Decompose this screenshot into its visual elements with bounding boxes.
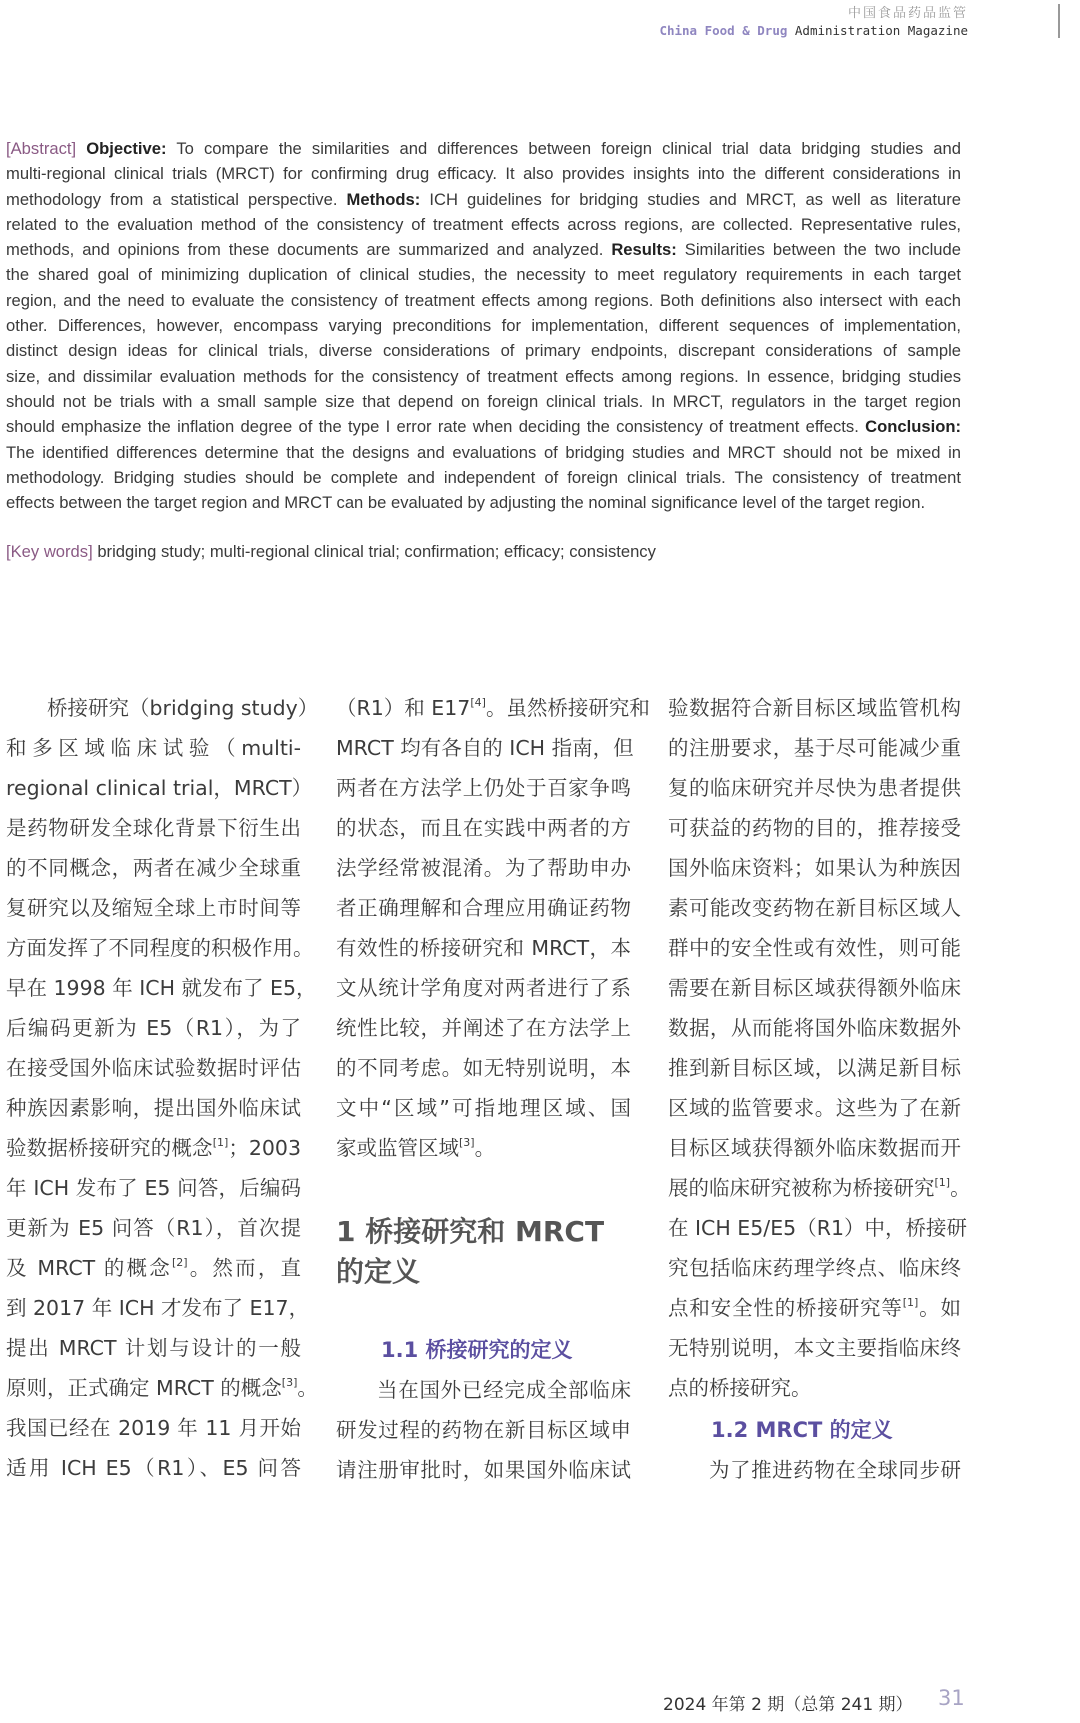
keywords-label: [Key words] (6, 542, 93, 561)
section-1-1-heading: 1.1 桥接研究的定义 (381, 1338, 573, 1362)
text-span: 提出 MRCT 计划与设计的一般 (6, 1336, 301, 1360)
text-line (668, 728, 961, 768)
text-line (6, 928, 314, 968)
section-label: Conclusion: (865, 417, 961, 437)
text-span: the shared goal of minimizing duplication of clinical studies, the necessity to meet regulatory requirements in each target (6, 265, 961, 285)
text-span: 展的临床研究被称为桥接研究 (668, 1176, 935, 1200)
body-column-2 (336, 688, 650, 1168)
text-line (668, 1450, 961, 1490)
magazine-title-en (659, 23, 968, 38)
page-number: 31 (938, 1686, 965, 1710)
text-span: 点的桥接研究。 (668, 1376, 812, 1400)
text-line (6, 161, 961, 186)
text-span: 我国已经在 2019 年 11 月开始 (6, 1416, 301, 1440)
text-span: 更新为 E5 问答（R1），首次提 (6, 1216, 301, 1240)
citation-ref: [3] (459, 1136, 475, 1149)
text-line (6, 262, 961, 287)
text-span: 需要在新目标区域获得额外临床 (668, 976, 961, 1000)
text-line (668, 1288, 961, 1328)
citation-ref: [4] (470, 696, 486, 709)
text-span: 年 ICH 发布了 E5 问答，后编码 (6, 1176, 301, 1200)
header-divider (1058, 4, 1060, 38)
text-line (6, 364, 961, 389)
text-span (76, 139, 86, 158)
text-span: 请注册审批时，如果国外临床试 (336, 1458, 631, 1482)
text-line (668, 1248, 961, 1288)
text-line (668, 1208, 967, 1248)
text-span: 统性比较，并阐述了在方法学上 (336, 1016, 631, 1040)
text-line (336, 848, 631, 888)
text-line (668, 1168, 971, 1208)
text-span: 复的临床研究并尽快为患者提供 (668, 776, 961, 800)
text-span: methodology. Bridging studies should be complete and independent of foreign clinical trials. The consistency of treatment (6, 467, 961, 487)
text-line (668, 848, 961, 888)
text-span: 。如 (918, 1296, 962, 1320)
text-span: 适用 ICH E5（R1）、E5 问答 (6, 1456, 301, 1480)
text-line (668, 928, 961, 968)
text-line (336, 1088, 631, 1128)
text-line (336, 768, 631, 808)
text-span: 文中“区域”可指地理区域、国 (336, 1096, 631, 1120)
issue-info: 2024 年第 2 期（总第 241 期） (663, 1695, 913, 1715)
text-span: 早在 1998 年 ICH 就发布了 E5， (6, 976, 317, 1000)
text-span: multi-regional clinical trials (MRCT) for confirming drug efficacy. It also provides insights into the different considerations in (6, 164, 961, 184)
text-line (336, 888, 631, 928)
text-span: 两者在方法学上仍处于百家争鸣 (336, 776, 631, 800)
text-line (336, 1128, 631, 1168)
text-line (6, 1088, 301, 1128)
text-line (336, 1008, 631, 1048)
section-label: Methods: (346, 189, 421, 209)
text-span: 原则，正式确定 MRCT 的概念 (6, 1376, 282, 1400)
text-line (6, 768, 313, 808)
text-line (6, 688, 319, 728)
text-span: 。然而，直 (187, 1256, 302, 1280)
text-line (336, 928, 631, 968)
text-line (668, 1128, 961, 1168)
text-span: 在 ICH E5/E5（R1）中，桥接研 (668, 1216, 967, 1240)
text-span: 到 2017 年 ICH 才发布了 E17， (6, 1296, 310, 1320)
text-span: 家或监管区域 (336, 1136, 459, 1160)
body-column-2-continued (336, 1370, 631, 1490)
text-span: 的不同考虑。如无特别说明，本 (336, 1056, 631, 1080)
text-line (6, 728, 301, 768)
text-line (6, 414, 961, 439)
citation-ref: [1] (934, 1176, 951, 1189)
magazine-title-accent: China Food & Drug (659, 23, 788, 38)
text-span: 法学经常被混淆。为了帮助申办 (336, 856, 631, 880)
text-span: ；2003 (228, 1136, 301, 1160)
text-span: 。 (950, 1176, 971, 1200)
text-span: 的注册要求，基于尽可能减少重 (668, 736, 961, 760)
text-line (668, 888, 961, 928)
text-line (6, 313, 961, 338)
text-line (336, 808, 631, 848)
magazine-title-rest: Administration Magazine (787, 23, 968, 38)
text-line (6, 1008, 301, 1048)
text-line (6, 187, 961, 212)
text-span: 桥接研究（bridging study） (47, 696, 319, 720)
body-column-3 (668, 688, 971, 1408)
abstract-label: [Abstract] (6, 139, 77, 158)
text-line (6, 212, 961, 237)
text-line (668, 808, 961, 848)
text-span: 方面发挥了不同程度的积极作用。 (6, 936, 314, 960)
text-span: 。 (297, 1376, 318, 1400)
text-span: 点和安全性的桥接研究等 (668, 1296, 903, 1320)
text-span: ICH guidelines for bridging studies and MRCT, as well as literature (420, 189, 961, 209)
text-span: 在接受国外临床试验数据时评估 (6, 1056, 301, 1080)
text-span: 文从统计学角度对两者进行了系 (336, 976, 631, 1000)
text-span: Similarities between the two include (676, 240, 961, 260)
text-span: 是药物研发全球化背景下衍生出 (6, 816, 301, 840)
text-span: 研发过程的药物在新目标区域申 (336, 1418, 631, 1442)
text-line (6, 1168, 301, 1208)
section-1-heading: 1 桥接研究和 MRCT 的定义 (336, 1215, 605, 1288)
text-line (336, 1048, 631, 1088)
text-line (668, 688, 961, 728)
text-span: 当在国外已经完成全部临床 (377, 1378, 631, 1402)
citation-ref: [3] (281, 1376, 298, 1389)
text-line (6, 1408, 301, 1448)
body-column-1 (6, 688, 319, 1488)
text-line (336, 1370, 631, 1410)
text-span: size, and dissimilar evaluation methods for the consistency of treatment effects among regions. In essence, bridging studies (6, 366, 961, 386)
text-line (6, 440, 961, 465)
text-span: 验数据符合新目标区域监管机构 (668, 696, 961, 720)
citation-ref: [2] (171, 1256, 188, 1269)
text-line (6, 237, 961, 262)
text-line (668, 968, 961, 1008)
text-span: methods, and opinions from these documents are summarized and analyzed. (6, 240, 612, 260)
text-span: 后编码更新为 E5（R1），为了 (6, 1016, 301, 1040)
text-line (6, 1248, 301, 1288)
text-line (6, 389, 961, 414)
text-line (6, 465, 961, 490)
citation-ref: [1] (212, 1136, 229, 1149)
text-line (6, 1208, 301, 1248)
text-line (6, 338, 961, 363)
text-span: 无特别说明，本文主要指临床终 (668, 1336, 961, 1360)
text-span: methodology from a statistical perspective. (6, 189, 347, 209)
body-column-3-continued (668, 1450, 961, 1490)
text-line (6, 848, 301, 888)
text-line (668, 1088, 961, 1128)
text-line (6, 288, 961, 313)
text-span: 验数据桥接研究的概念 (6, 1136, 213, 1160)
text-span: should emphasize the inflation degree of the type I error rate when deciding the consistency of treatment effects. (6, 417, 866, 437)
section-label: Results: (611, 240, 677, 260)
text-line (6, 490, 961, 515)
text-line (336, 968, 631, 1008)
text-span: distinct design ideas for clinical trials, diverse considerations of primary endpoints, discrepant considerations of sample (6, 341, 961, 361)
text-line (6, 1368, 318, 1408)
text-span: To compare the similarities and differences between foreign clinical trial data bridging studies and (166, 139, 961, 158)
text-line (668, 1368, 961, 1408)
text-span: 区域的监管要求。这些为了在新 (668, 1096, 961, 1120)
text-line (6, 1328, 301, 1368)
text-span: 的不同概念，两者在减少全球重 (6, 856, 301, 880)
text-span: effects between the target region and MRCT can be evaluated by adjusting the nominal significance level of the target region. (6, 493, 926, 513)
text-line (6, 808, 301, 848)
text-line (6, 136, 961, 161)
text-span: MRCT 均有各自的 ICH 指南，但 (336, 736, 634, 760)
text-span: should not be trials with a small sample size that depend on foreign clinical trials. In MRCT, regulators in the target region (6, 391, 961, 411)
citation-ref: [1] (902, 1296, 919, 1309)
text-line (668, 1008, 961, 1048)
text-span: other. Differences, however, encompass varying preconditions for implementation, different sequences of implementation, (6, 316, 961, 336)
text-span: 国外临床资料；如果认为种族因 (668, 856, 961, 880)
text-span: 及 MRCT 的概念 (6, 1256, 172, 1280)
text-span: 推到新目标区域，以满足新目标 (668, 1056, 961, 1080)
keywords (6, 539, 656, 564)
text-span: 。虽然桥接研究和 (485, 696, 650, 720)
text-span: 者正确理解和合理应用确证药物 (336, 896, 631, 920)
text-span: regional clinical trial，MRCT） (6, 776, 313, 800)
text-span: 素可能改变药物在新目标区域人 (668, 896, 961, 920)
text-span: （R1）和 E17 (336, 696, 471, 720)
text-line (668, 768, 961, 808)
text-span: 究包括临床药理学终点、临床终 (668, 1256, 961, 1280)
text-span: 。 (474, 1136, 496, 1160)
text-line (336, 688, 650, 728)
section-label: Objective: (86, 139, 167, 158)
text-line (6, 1128, 301, 1168)
text-span: 群中的安全性或有效性，则可能 (668, 936, 961, 960)
magazine-title-cn: 中国食品药品监管 (847, 6, 968, 21)
text-span: 复研究以及缩短全球上市时间等 (6, 896, 301, 920)
text-line (6, 1048, 301, 1088)
text-span: 为了推进药物在全球同步研 (709, 1458, 961, 1482)
text-span: 数据，从而能将国外临床数据外 (668, 1016, 961, 1040)
text-line (668, 1048, 961, 1088)
text-line (6, 1288, 310, 1328)
text-span: related to the evaluation method of the consistency of treatment effects across regions, are collected. Representative rules, (6, 214, 961, 234)
text-span: 目标区域获得额外临床数据而开 (668, 1136, 961, 1160)
text-line (668, 1328, 961, 1368)
text-line (6, 1448, 301, 1488)
text-span: 种族因素影响，提出国外临床试 (6, 1096, 301, 1120)
text-line (336, 1410, 631, 1450)
text-line (6, 968, 317, 1008)
text-span: 和多区域临床试验（multi- (6, 736, 301, 760)
text-line (336, 728, 634, 768)
text-line (336, 1450, 631, 1490)
text-span: region, and the need to evaluate the consistency of treatment effects among regions. Both definitions also intersect with each (6, 290, 961, 310)
text-span: 可获益的药物的目的，推荐接受 (668, 816, 961, 840)
text-span: 的状态，而且在实践中两者的方 (336, 816, 631, 840)
section-1-2-heading: 1.2 MRCT 的定义 (711, 1418, 893, 1442)
text-span: The identified differences determine that the designs and evaluations of bridging studies and MRCT should not be mixed in (6, 442, 961, 462)
abstract (6, 136, 961, 515)
text-span: 有效性的桥接研究和 MRCT，本 (336, 936, 631, 960)
keywords-text: bridging study; multi-regional clinical trial; confirmation; efficacy; consistency (92, 542, 656, 561)
text-line (6, 888, 301, 928)
